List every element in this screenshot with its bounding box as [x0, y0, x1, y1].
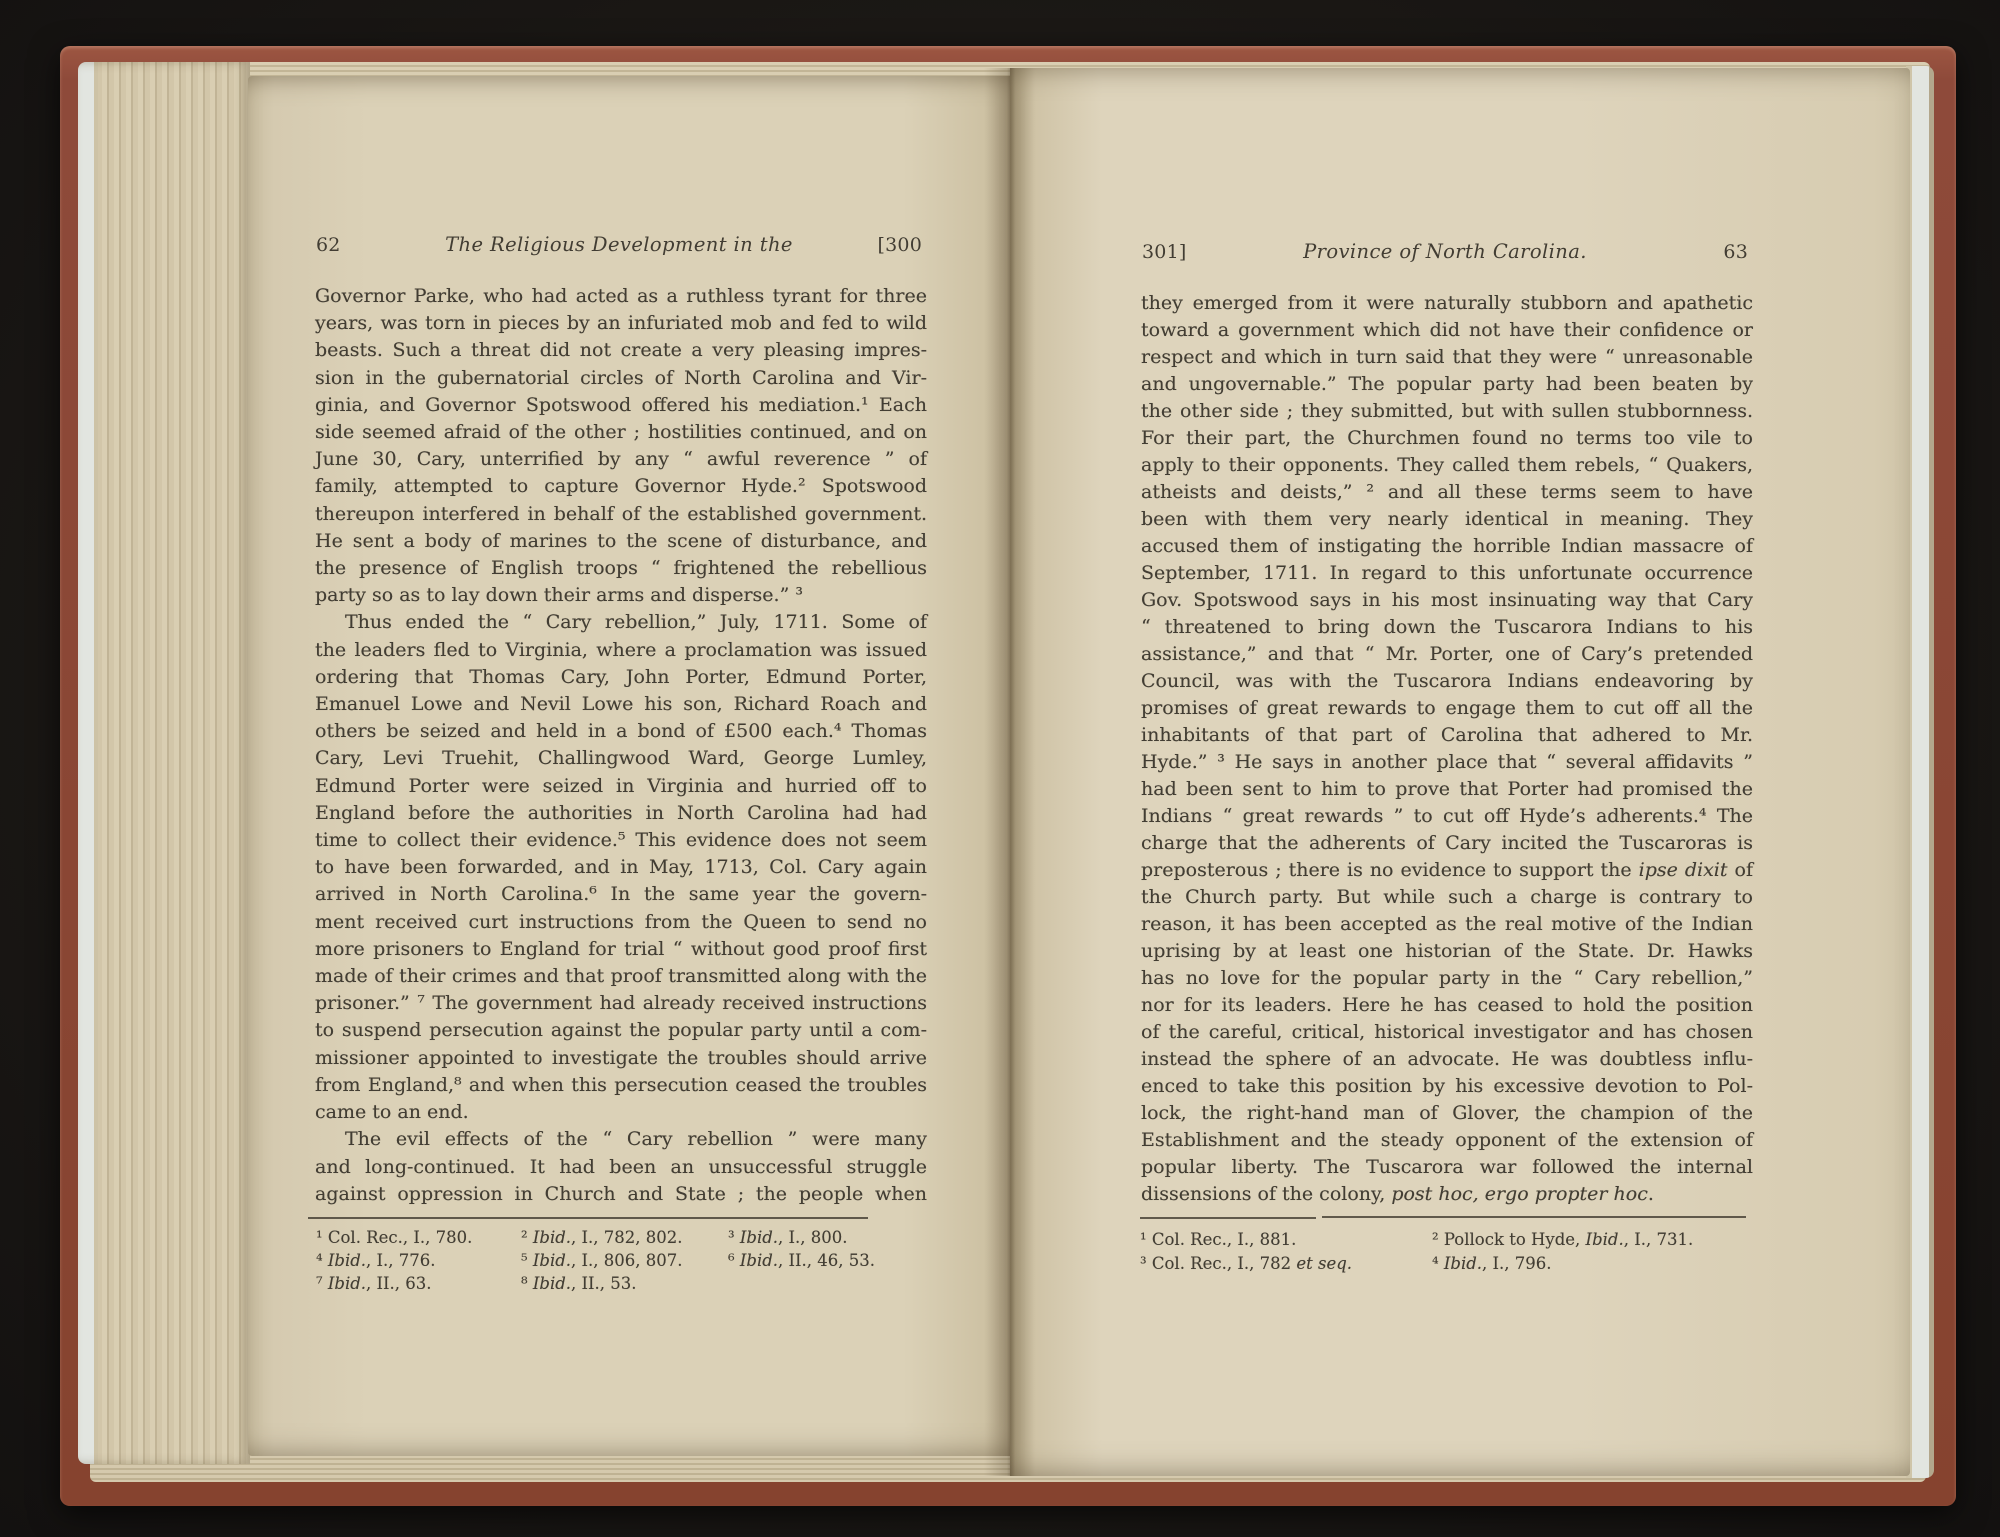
left-column-marker: [300	[877, 234, 922, 256]
text-run: Cary, Levi Truehit, Challingwood Ward, George Lumley,	[315, 747, 927, 770]
text-run: apply to their opponents. They called them rebels, “ Quakers,	[1141, 454, 1753, 476]
text-line	[1141, 911, 1753, 938]
text-line	[1141, 425, 1753, 452]
text-line	[1141, 803, 1753, 830]
text-line	[315, 637, 927, 664]
text-line	[315, 528, 927, 555]
text-line	[1141, 452, 1753, 479]
footnote	[1140, 1228, 1432, 1252]
text-run: Emanuel Lowe and Nevil Lowe his son, Richard Roach and	[315, 693, 927, 716]
text-run: June 30, Cary, unterrified by any “ awful reverence ” of	[315, 448, 927, 471]
text-line	[315, 1017, 927, 1044]
text-run: ⁵	[521, 1251, 533, 1270]
text-line	[315, 310, 927, 337]
text-run: “ threatened to bring down the Tuscarora Indians to his	[1141, 616, 1753, 638]
text-line	[315, 501, 927, 528]
text-line	[1141, 722, 1753, 749]
text-run: The evil effects of the “ Cary rebellion ” were many	[345, 1128, 927, 1151]
text-run: been with them very nearly identical in meaning. They	[1141, 508, 1753, 530]
text-run: side seemed afraid of the other ; hostilities continued, and on	[315, 421, 927, 444]
text-run: Indians “ great rewards ” to cut off Hyde’s adherents.⁴ The	[1141, 805, 1753, 827]
text-line	[1141, 992, 1753, 1019]
text-run: promises of great rewards to engage them to cut off all the	[1141, 697, 1753, 719]
text-run: .	[1647, 1183, 1654, 1205]
text-run: accused them of instigating the horrible Indian massacre of	[1141, 535, 1753, 557]
text-run: ¹ Col. Rec., I., 780.	[316, 1228, 473, 1247]
text-line	[315, 1099, 927, 1126]
text-run: ⁸	[521, 1274, 533, 1293]
italic-text-run: ipse dixit	[1638, 859, 1728, 881]
text-line	[315, 963, 927, 990]
right-page-body	[1141, 290, 1753, 1208]
footnote	[1140, 1252, 1432, 1276]
text-line	[1141, 371, 1753, 398]
text-run: Thus ended the “ Cary rebellion,” July, 1711. Some of	[345, 611, 927, 634]
page-edge-right	[1906, 66, 1934, 1478]
text-line	[315, 800, 927, 827]
text-run: He sent a body of marines to the scene of disturbance, and	[315, 529, 927, 552]
text-line	[1141, 884, 1753, 911]
text-run: ordering that Thomas Cary, John Porter, Edmund Porter,	[315, 665, 927, 688]
footnote-row	[316, 1226, 924, 1249]
text-line	[315, 337, 927, 364]
text-run: ³	[728, 1228, 740, 1247]
italic-text-run: Ibid.	[739, 1228, 779, 1247]
text-line	[1141, 560, 1753, 587]
right-page-header	[1142, 240, 1748, 263]
text-run: Hyde.” ³ He says in another place that “ several affidavits ”	[1141, 751, 1753, 773]
text-run: thereupon interfered in behalf of the established government.	[315, 502, 927, 525]
footnote	[521, 1226, 728, 1249]
italic-text-run: Ibid.	[1443, 1254, 1483, 1273]
text-line	[1141, 1127, 1753, 1154]
text-run: respect and which in turn said that they were “ unreasonable	[1141, 346, 1753, 368]
text-line	[1141, 749, 1753, 776]
text-run: nor for its leaders. Here he has ceased to hold the position	[1141, 994, 1753, 1016]
text-run: came to an end.	[315, 1101, 469, 1124]
text-run: time to collect their evidence.⁵ This evidence does not seem	[315, 829, 927, 852]
text-run: ment received curt instructions from the Queen to send no	[315, 910, 927, 933]
text-line	[315, 392, 927, 419]
footnote	[316, 1272, 521, 1295]
text-run: ³ Col. Rec., I., 782	[1140, 1254, 1297, 1273]
text-run: , I., 806, 807.	[571, 1251, 683, 1270]
text-run: assistance,” and that “ Mr. Porter, one of Cary’s pretended	[1141, 643, 1753, 665]
text-line	[315, 1126, 927, 1153]
text-line	[315, 582, 927, 609]
text-line	[315, 1072, 927, 1099]
text-run: For their part, the Churchmen found no terms too vile to	[1141, 427, 1753, 449]
text-line	[1141, 641, 1753, 668]
text-line	[315, 745, 927, 772]
text-line	[1141, 317, 1753, 344]
footnote	[521, 1272, 728, 1295]
text-run: charge that the adherents of Cary incited the Tuscaroras is	[1141, 832, 1753, 854]
footnote-row	[1140, 1252, 1752, 1276]
text-line	[315, 936, 927, 963]
left-page-body	[315, 283, 927, 1208]
text-run: Establishment and the steady opponent of the extension of	[1141, 1129, 1753, 1151]
text-run: atheists and deists,” ² and all these terms seem to have	[1141, 481, 1753, 503]
text-run: made of their crimes and that proof transmitted along with the	[315, 965, 927, 988]
text-line	[1141, 506, 1753, 533]
text-run: , I., 782, 802.	[571, 1228, 683, 1247]
text-line	[1141, 1046, 1753, 1073]
italic-text-run: Ibid.	[532, 1251, 572, 1270]
text-line	[315, 664, 927, 691]
text-run: dissensions of the colony,	[1141, 1183, 1392, 1205]
text-line	[315, 854, 927, 881]
text-line	[1141, 398, 1753, 425]
text-run: England before the authorities in North Carolina had had	[315, 801, 927, 824]
text-run: sion in the gubernatorial circles of North Carolina and Vir-	[315, 366, 927, 389]
text-line	[315, 555, 927, 582]
text-run: , I., 796.	[1482, 1254, 1552, 1273]
text-run: the leaders fled to Virginia, where a proclamation was issued	[315, 638, 927, 661]
left-page-footnotes	[316, 1226, 924, 1295]
text-run: September, 1711. In regard to this unfortunate occurrence	[1141, 562, 1753, 584]
text-line	[1141, 938, 1753, 965]
text-run: ⁷	[316, 1274, 328, 1293]
right-running-title: Province of North Carolina.	[1303, 240, 1587, 263]
footnote	[728, 1226, 924, 1249]
text-line	[1141, 1073, 1753, 1100]
text-run: family, attempted to capture Governor Hyde.² Spotswood	[315, 475, 927, 498]
text-line	[315, 718, 927, 745]
text-run: , II., 63.	[366, 1274, 432, 1293]
italic-text-run: Ibid.	[532, 1228, 572, 1247]
text-run: the other side ; they submitted, but with sullen stubbornness.	[1141, 400, 1753, 422]
footnote	[316, 1226, 521, 1249]
text-run: ⁴	[1432, 1254, 1444, 1273]
text-line	[1141, 1154, 1753, 1181]
italic-text-run: Ibid.	[739, 1251, 779, 1270]
text-run: missioner appointed to investigate the troubles should arrive	[315, 1046, 927, 1069]
text-run: prisoner.” ⁷ The government had already received instructions	[315, 992, 927, 1015]
text-run: to have been forwarded, and in May, 1713, Col. Cary again	[315, 856, 927, 879]
text-run: Gov. Spotswood says in his most insinuating way that Cary	[1141, 589, 1753, 611]
footnote	[728, 1249, 924, 1272]
text-line	[315, 691, 927, 718]
right-footnote-separator	[1140, 1217, 1316, 1219]
text-run: to suspend persecution against the popular party until a com-	[315, 1019, 927, 1042]
right-page-number: 63	[1723, 241, 1748, 263]
text-line	[315, 827, 927, 854]
text-run: they emerged from it were naturally stubborn and apathetic	[1141, 292, 1753, 314]
text-line	[315, 365, 927, 392]
text-line	[1141, 479, 1753, 506]
text-line	[1141, 1181, 1753, 1208]
text-line	[1141, 857, 1753, 884]
text-line	[1141, 614, 1753, 641]
footnote	[1432, 1228, 1752, 1252]
text-line	[1141, 965, 1753, 992]
text-line	[1141, 776, 1753, 803]
footnote	[316, 1249, 521, 1272]
text-run: party so as to lay down their arms and disperse.” ³	[315, 584, 803, 607]
left-running-title: The Religious Development in the	[445, 233, 793, 256]
text-line	[315, 1045, 927, 1072]
text-run: of the careful, critical, historical investigator and has chosen	[1141, 1021, 1753, 1043]
text-run: lock, the right-hand man of Glover, the champion of the	[1141, 1102, 1753, 1124]
text-line	[1141, 344, 1753, 371]
right-page-footnotes	[1140, 1228, 1752, 1276]
footnote	[521, 1249, 728, 1272]
text-line	[1141, 695, 1753, 722]
text-line	[1141, 830, 1753, 857]
text-run: ⁴	[316, 1251, 328, 1270]
text-run: ginia, and Governor Spotswood offered his mediation.¹ Each	[315, 393, 927, 416]
text-line	[315, 909, 927, 936]
text-run: uprising by at least one historian of the State. Dr. Hawks	[1141, 940, 1753, 962]
text-run: preposterous ; there is no evidence to support the	[1141, 859, 1639, 881]
text-run: ²	[521, 1228, 533, 1247]
page-edges-left	[78, 62, 250, 1464]
text-run: , II., 46, 53.	[778, 1251, 876, 1270]
text-run: reason, it has been accepted as the real motive of the Indian	[1141, 913, 1753, 935]
text-run: others be seized and held in a bond of £500 each.⁴ Thomas	[315, 720, 927, 743]
text-run: years, was torn in pieces by an infuriated mob and fed to wild	[315, 312, 927, 335]
text-run: the presence of English troops “ frightened the rebellious	[315, 557, 927, 580]
left-page-number: 62	[316, 234, 341, 256]
text-line	[315, 1154, 927, 1181]
italic-text-run: Ibid.	[532, 1274, 572, 1293]
text-run: enced to take this position by his excessive devotion to Pol-	[1141, 1075, 1753, 1097]
footnote-row	[316, 1249, 924, 1272]
text-line	[315, 446, 927, 473]
text-run: the Church party. But while such a charge is contrary to	[1141, 886, 1753, 908]
text-run: more prisoners to England for trial “ without good proof first	[315, 937, 927, 960]
text-line	[315, 419, 927, 446]
text-run: and ungovernable.” The popular party had been beaten by	[1141, 373, 1753, 395]
text-line	[315, 881, 927, 908]
text-line	[315, 609, 927, 636]
italic-text-run: Ibid.	[327, 1274, 367, 1293]
text-line	[1141, 290, 1753, 317]
text-run: and long-continued. It had been an unsuccessful struggle	[315, 1155, 927, 1178]
text-run: had been sent to him to prove that Porter had promised the	[1141, 778, 1753, 800]
left-page-header	[316, 233, 922, 256]
right-column-marker: 301]	[1142, 241, 1187, 263]
text-run: instead the sphere of an advocate. He was doubtless influ-	[1141, 1048, 1753, 1070]
text-run: Edmund Porter were seized in Virginia and hurried off to	[315, 774, 927, 797]
text-line	[315, 1181, 927, 1208]
text-line	[315, 473, 927, 500]
text-run: ⁶	[728, 1251, 740, 1270]
text-run: arrived in North Carolina.⁶ In the same year the govern-	[315, 883, 927, 906]
text-run: ² Pollock to Hyde,	[1432, 1230, 1586, 1249]
footnote-row	[316, 1272, 924, 1295]
text-run: ¹ Col. Rec., I., 881.	[1140, 1230, 1297, 1249]
text-run: of	[1727, 859, 1753, 881]
text-run: Governor Parke, who had acted as a ruthless tyrant for three	[315, 285, 927, 307]
text-line	[1141, 587, 1753, 614]
text-run: , I., 776.	[366, 1251, 436, 1270]
text-run: against oppression in Church and State ; the people when	[315, 1182, 927, 1205]
text-line	[1141, 1100, 1753, 1127]
footnote	[1432, 1252, 1752, 1276]
italic-text-run: Ibid.	[327, 1251, 367, 1270]
text-run: popular liberty. The Tuscarora war followed the internal	[1141, 1156, 1753, 1178]
italic-text-run: Ibid.	[1585, 1230, 1624, 1249]
left-footnote-separator	[308, 1217, 868, 1219]
text-line	[315, 773, 927, 800]
footnote-row	[1140, 1228, 1752, 1252]
italic-text-run: et seq.	[1296, 1254, 1353, 1273]
text-run: has no love for the popular party in the “ Cary rebellion,”	[1141, 967, 1753, 989]
text-line	[1141, 533, 1753, 560]
text-run: from England,⁸ and when this persecution ceased the troubles	[315, 1073, 927, 1096]
book-gutter-shadow	[984, 68, 1036, 1476]
text-run: beasts. Such a threat did not create a very pleasing impres-	[315, 339, 927, 362]
text-line	[1141, 668, 1753, 695]
right-footnote-separator	[1322, 1216, 1746, 1218]
text-run: toward a government which did not have their confidence or	[1141, 319, 1753, 341]
text-run: , I., 800.	[778, 1228, 848, 1247]
text-line	[1141, 1019, 1753, 1046]
text-run: , II., 53.	[571, 1274, 637, 1293]
text-run: inhabitants of that part of Carolina that adhered to Mr.	[1141, 724, 1753, 746]
text-run: , I., 731.	[1623, 1230, 1694, 1249]
text-line	[315, 283, 927, 310]
text-line	[315, 990, 927, 1017]
text-run: Council, was with the Tuscarora Indians endeavoring by	[1141, 670, 1753, 692]
italic-text-run: post hoc, ergo propter hoc	[1391, 1183, 1648, 1205]
